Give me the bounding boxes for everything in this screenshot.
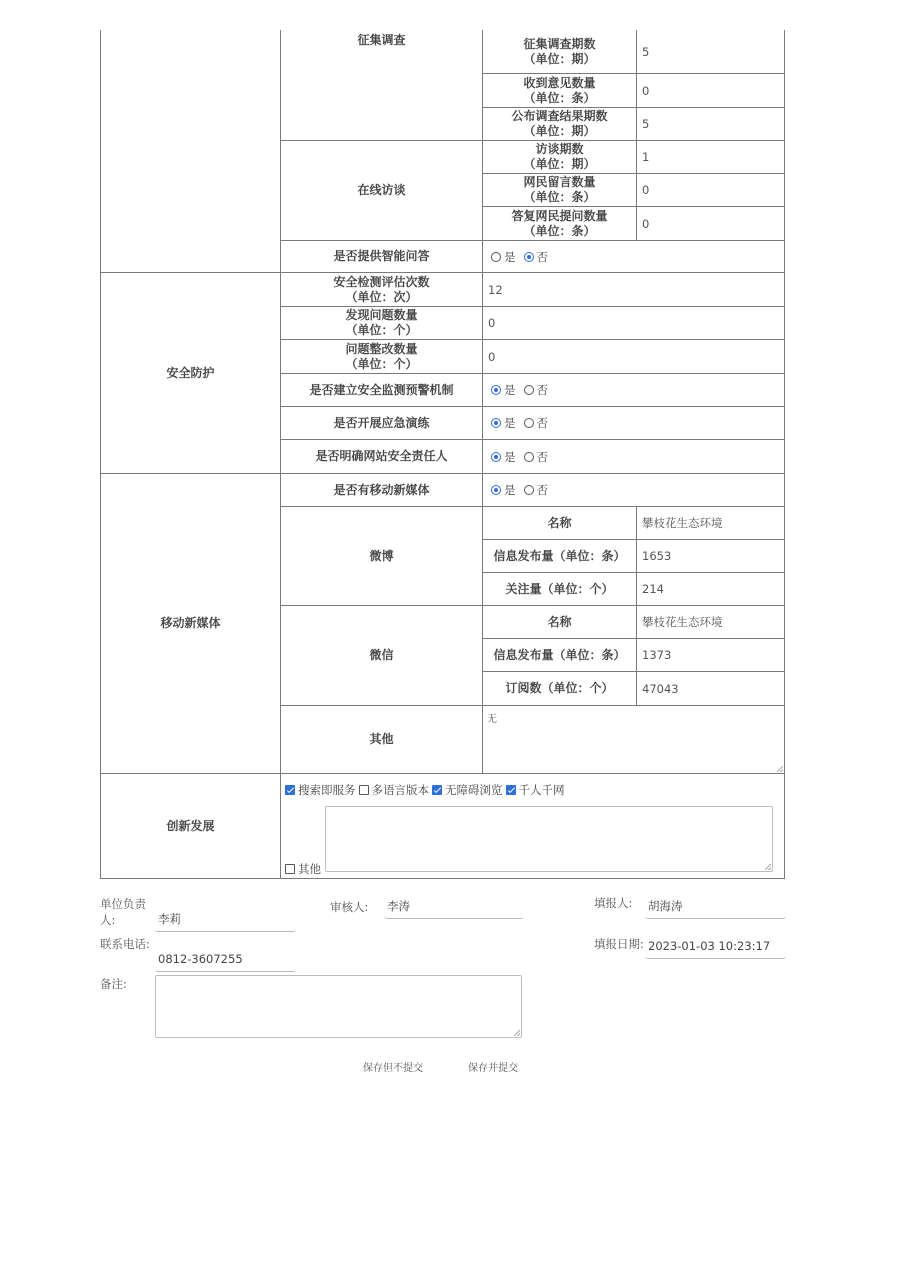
wechat-name-input[interactable]: 攀枝花生态环境 (642, 615, 723, 629)
resize-grip-icon[interactable] (514, 1030, 520, 1036)
security-owner-no-radio[interactable] (524, 452, 534, 462)
innovation-option-1-label: 多语言版本 (371, 783, 429, 797)
security-found-label: 发现问题数量 （单位：个） (345, 308, 418, 337)
interview-messages-input[interactable]: 0 (642, 183, 650, 197)
reviewer-input[interactable]: 李涛 (384, 895, 524, 919)
remark-textarea[interactable] (155, 975, 522, 1038)
wechat-label: 微信 (369, 648, 394, 662)
wechat-posts-input[interactable]: 1373 (642, 648, 672, 662)
wechat-subs-label: 订阅数（单位：个） (505, 681, 614, 695)
weibo-name-label: 名称 (547, 515, 572, 530)
resize-grip-icon[interactable] (777, 766, 783, 772)
mobile-has-no-radio[interactable] (524, 485, 534, 495)
unit-head-input[interactable]: 李莉 (155, 908, 296, 932)
innovation-other-label: 其他 (298, 862, 321, 876)
survey-periods-input[interactable]: 5 (642, 45, 650, 59)
survey-results-label: 公布调查结果期数 （单位：期） (511, 109, 608, 138)
mobile-has-radio-group: 是 否 (486, 474, 784, 506)
reviewer-label: 审核人: (330, 900, 369, 914)
innovation-option-2-label: 无障碍浏览 (445, 783, 503, 797)
weibo-follows-input[interactable]: 214 (642, 582, 664, 596)
weibo-follows-label: 关注量（单位：个） (505, 581, 614, 596)
innovation-other (285, 861, 330, 877)
smart-qa-radio-group: 是 否 (486, 241, 784, 272)
security-checks-label: 安全检测评估次数 （单位：次） (333, 274, 430, 304)
innovation-other-textarea[interactable] (325, 806, 773, 872)
survey-opinions-label: 收到意见数量 （单位：条） (523, 75, 596, 105)
smart-qa-yes-radio[interactable] (491, 252, 501, 262)
survey-periods-label: 征集调查期数 （单位：期） (523, 37, 596, 66)
security-owner-radio-group: 是 否 (486, 440, 784, 473)
smart-qa-no-radio[interactable] (524, 252, 534, 262)
mobile-other-label: 其他 (369, 732, 394, 746)
innovation-option-3-checkbox[interactable] (506, 785, 516, 795)
innovation-options (285, 782, 780, 798)
filler-label: 填报人: (594, 896, 633, 910)
security-label: 安全防护 (166, 365, 215, 380)
interview-messages-label: 网民留言数量 （单位：条） (523, 175, 596, 204)
survey-opinions-input[interactable]: 0 (642, 83, 650, 98)
resize-grip-icon[interactable] (765, 864, 771, 870)
interview-replies-input[interactable]: 0 (642, 216, 650, 231)
survey-label: 征集调查 (357, 32, 406, 47)
smart-qa-label: 是否提供智能问答 (333, 249, 430, 263)
weibo-label: 微博 (369, 548, 394, 563)
wechat-subs-input[interactable]: 47043 (642, 681, 679, 696)
innovation-label: 创新发展 (166, 818, 215, 833)
weibo-posts-label: 信息发布量（单位：条） (493, 548, 626, 563)
security-warning-label: 是否建立安全监测预警机制 (309, 382, 454, 397)
security-drill-radio-group: 是 否 (486, 407, 784, 439)
innovation-option-2-checkbox[interactable] (432, 785, 442, 795)
weibo-name-input[interactable]: 攀枝花生态环境 (642, 516, 723, 530)
mobile-has-label: 是否有移动新媒体 (333, 482, 430, 497)
wechat-name-label: 名称 (547, 614, 572, 629)
innovation-option-0-label: 搜索即服务 (298, 783, 356, 797)
survey-results-input[interactable]: 5 (642, 117, 650, 131)
security-drill-label: 是否开展应急演练 (333, 415, 430, 430)
security-warning-yes-radio[interactable] (491, 385, 501, 395)
mobile-other-textarea[interactable] (483, 706, 784, 773)
mobile-other-value: 无 (487, 714, 497, 725)
interview-label: 在线访谈 (357, 183, 406, 197)
filler-input[interactable]: 胡海涛 (645, 895, 786, 919)
security-checks-input[interactable]: 12 (488, 282, 503, 297)
innovation-other-checkbox[interactable] (285, 864, 295, 874)
weibo-posts-input[interactable]: 1653 (642, 549, 672, 563)
security-owner-label: 是否明确网站安全责任人 (315, 449, 448, 463)
innovation-option-1-checkbox[interactable] (359, 785, 369, 795)
security-drill-yes-radio[interactable] (491, 418, 501, 428)
phone-label: 联系电话: (100, 937, 150, 951)
remark-label: 备注: (100, 977, 127, 991)
security-fixed-label: 问题整改数量 （单位：个） (345, 341, 418, 371)
innovation-option-0-checkbox[interactable] (285, 785, 295, 795)
interview-periods-label: 访谈期数 （单位：期） (523, 142, 596, 171)
security-warning-radio-group: 是 否 (486, 374, 784, 406)
phone-input[interactable]: 0812-3607255 (155, 948, 296, 972)
wechat-posts-label: 信息发布量（单位：条） (493, 647, 626, 662)
unit-head-label: 单位负责人: (100, 897, 146, 927)
interview-periods-input[interactable]: 1 (642, 150, 650, 164)
save-draft-button[interactable]: 保存但不提交 (363, 1059, 423, 1074)
mobile-label: 移动新媒体 (160, 616, 221, 630)
security-drill-no-radio[interactable] (524, 418, 534, 428)
interview-replies-label: 答复网民提问数量 （单位：条） (511, 208, 608, 238)
innovation-option-3-label: 千人千网 (518, 783, 565, 797)
mobile-has-yes-radio[interactable] (491, 485, 501, 495)
date-input[interactable]: 2023-01-03 10:23:17 (645, 935, 786, 959)
security-warning-no-radio[interactable] (524, 385, 534, 395)
security-fixed-input[interactable]: 0 (488, 349, 496, 364)
save-submit-button[interactable]: 保存并提交 (468, 1059, 518, 1074)
security-found-input[interactable]: 0 (488, 316, 496, 330)
security-owner-yes-radio[interactable] (491, 452, 501, 462)
date-label: 填报日期: (594, 937, 644, 951)
